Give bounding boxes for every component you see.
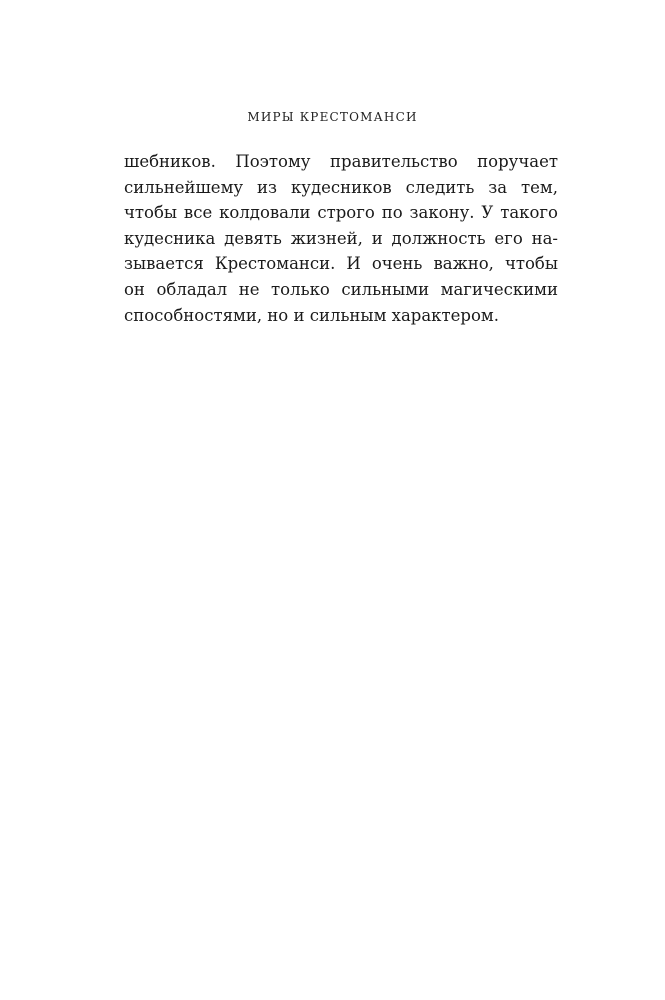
- text-line: зывается Крестоманси. И очень важно, чтобы: [124, 254, 558, 274]
- text-line: шебников. Поэтому правительство поручает: [124, 152, 558, 171]
- body-paragraph: [124, 149, 558, 328]
- text-line: кудесника девять жизней, и должность его на-: [124, 228, 558, 248]
- text-line: он обладал не только сильными магическими: [124, 279, 558, 299]
- text-line: сильнейшему из кудесников следить за тем,: [124, 177, 558, 197]
- text-line: чтобы все колдовали строго по закону. У такого: [124, 203, 558, 223]
- text-line: способностями, но и сильным характером.: [124, 305, 499, 325]
- running-header: МИРЫ КРЕСТОМАНСИ: [247, 110, 418, 124]
